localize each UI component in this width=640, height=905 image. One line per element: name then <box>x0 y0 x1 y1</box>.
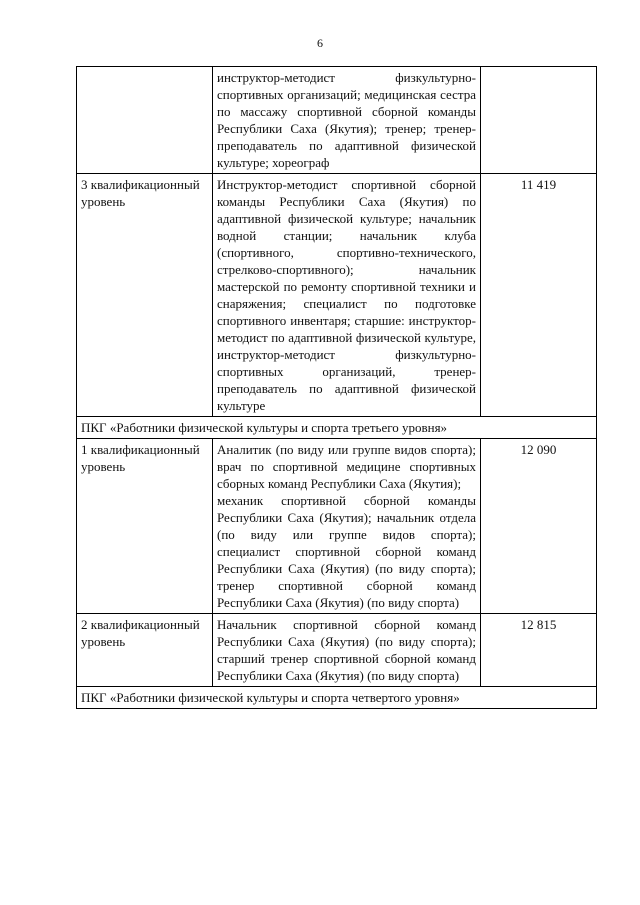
group-title: ПКГ «Работники физической культуры и спорта четвертого уровня» <box>77 687 597 709</box>
position-list-part: Аналитик (по виду или группе видов спорта); врач по спортивной медицине спортивных сборных команд Республики Саха (Якутия); <box>217 442 476 491</box>
salary-table <box>76 66 597 709</box>
position-list-cell: Инструктор-методист спортивной сборной команды Республики Саха (Якутия) по адаптивной физической культуре; начальник водной станции; начальник клуба (спортивного, спортивно-технического, стрелково-спортивного); начальник мастерской по ремонту спортивной техники и снаряжения; специалист по подготовке спортивного инвентаря; старшие: инструктор-методист по адаптивной физической культуре, инструктор-методист физкультурно-спортивных организаций, тренер-преподаватель по адаптивной физической культуре <box>213 174 481 417</box>
salary-cell: 12 090 <box>481 439 597 614</box>
group-title: ПКГ «Работники физической культуры и спорта третьего уровня» <box>77 417 597 439</box>
position-list-cell: инструктор-методист физкультурно-спортивных организаций; медицинская сестра по массажу спортивной сборной команды Республики Саха (Якутия); тренер; тренер-преподаватель по адаптивной физической культуре; хореограф <box>213 67 481 174</box>
salary-cell: 12 815 <box>481 614 597 687</box>
position-list-cell <box>213 439 481 614</box>
position-list-part: механик спортивной сборной команды Республики Саха (Якутия); начальник отдела (по виду или группе видов спорта); специалист спортивной сборной команд Республики Саха (Якутия) (по виду спорта); тренер спортивной сборной команд Республики Саха (Якутия) (по виду спорта) <box>217 493 476 610</box>
salary-cell: 11 419 <box>481 174 597 417</box>
table-row <box>77 174 597 417</box>
qualification-level-cell <box>77 67 213 174</box>
group-header-row <box>77 417 597 439</box>
qualification-level-cell: 3 квалификационный уровень <box>77 174 213 417</box>
salary-cell <box>481 67 597 174</box>
table-row <box>77 439 597 614</box>
group-header-row <box>77 687 597 709</box>
table-row <box>77 67 597 174</box>
position-list-cell: Начальник спортивной сборной команд Республики Саха (Якутия) (по виду спорта); старший тренер спортивной сборной команд Республики Саха (Якутия) (по виду спорта) <box>213 614 481 687</box>
table-row <box>77 614 597 687</box>
qualification-level-cell: 2 квалификационный уровень <box>77 614 213 687</box>
qualification-level-cell: 1 квалификационный уровень <box>77 439 213 614</box>
page-number: 6 <box>317 36 323 50</box>
